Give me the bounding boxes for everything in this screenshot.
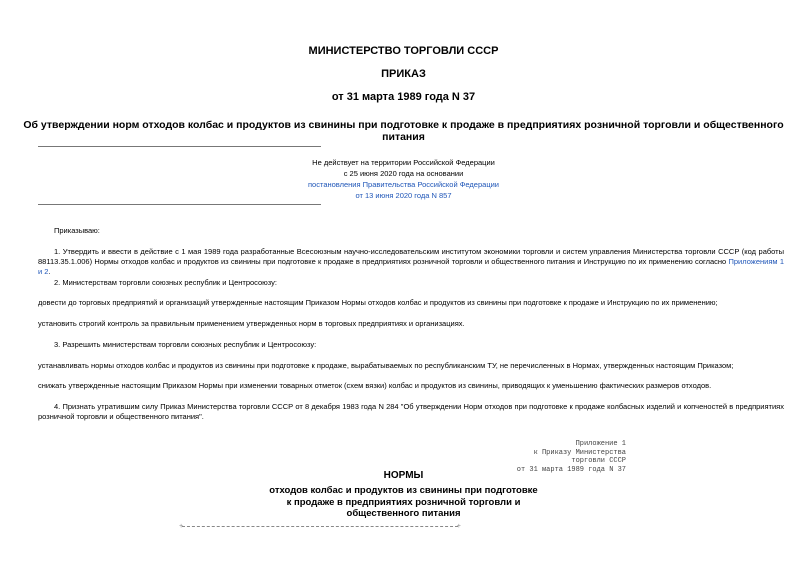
paragraph-3a: устанавливать нормы отходов колбас и продуктов из свинины при подготовке к продаже, вырабатываемых по республиканским ТУ, не перечисленных в Нормах, утвержденных настоящим Приказом; — [38, 361, 734, 370]
norms-subtitle-line-1: отходов колбас и продуктов из свинины при подготовке — [269, 485, 538, 496]
table-top-border — [179, 523, 461, 531]
appendix-link[interactable]: Приложениям 1 и 2 — [38, 257, 784, 276]
table-corner-left: + — [179, 523, 184, 531]
norms-subtitle-line-2: к продаже в предприятиях розничной торговли и — [286, 496, 521, 508]
paragraph-1-end: . — [48, 267, 51, 276]
document-title: Об утверждении норм отходов колбас и продуктов из свинины при подготовке к продаже в предприятиях розничной торговли и общественного питания — [23, 119, 784, 143]
paragraph-2a: довести до торговых предприятий и организаций утвержденные настоящим Приказом Нормы отходов колбас и продуктов из свинины при подготовке к продаже и Инструкцию по их применению; — [38, 298, 718, 307]
paragraph-2b: установить строгий контроль за правильным применением утвержденных норм в торговых предприятиях и организациях. — [38, 319, 465, 328]
paragraph-3b: снижать утвержденные настоящим Приказом Нормы при изменении товарных отметок (схем вязки) колбас и продуктов из свинины, приводящих к уменьшению фактических размеров отходов. — [38, 381, 712, 390]
paragraph-4: 4. Признать утратившим силу Приказ Министерства торговли СССР от 8 декабря 1983 года N 284 "Об утверждении Норм отходов при подготовке к продаже колбасных изделий и копченостей в предприятиях розничной торговли и общественного питания". — [38, 402, 784, 421]
document-type: ПРИКАЗ — [381, 68, 426, 80]
notice-line-2: с 25 июня 2020 года на основании — [343, 169, 464, 178]
ministry-heading: МИНИСТЕРСТВО ТОРГОВЛИ СССР — [308, 45, 499, 57]
paragraph-1-text: 1. Утвердить и ввести в действие с 1 мая 1989 года разработанные Всесоюзным научно-исследовательским институтом экономики торговли и систем управления Министерства торговли СССР (код работы 88113.35.1.006) Нормы отходов колбас и продуктов из свинины при подготовке к продаже в предприятиях розничной торговли и общественного питания и Инструкцию по их применению согласно — [38, 247, 784, 266]
appendix-line-2: к Приказу Министерства — [533, 448, 626, 457]
norms-subtitle — [0, 485, 807, 520]
appendix-line-1: Приложение 1 — [575, 440, 626, 448]
notice-link-date[interactable]: от 13 июня 2020 года N 857 — [355, 191, 452, 200]
notice-line-1: Не действует на территории Российской Федерации — [312, 158, 495, 167]
paragraph-1 — [38, 247, 784, 277]
table-corner-right: + — [456, 523, 461, 531]
status-notice — [300, 157, 507, 201]
appendix-line-4: от 31 марта 1989 года N 37 — [516, 465, 626, 474]
divider-top — [38, 146, 321, 147]
norms-subtitle-line-3: общественного питания — [346, 508, 461, 519]
paragraph-3: 3. Разрешить министерствам торговли союзных республик и Центросоюзу: — [54, 340, 317, 349]
appendix-line-3: торговли СССР — [571, 457, 626, 465]
divider-bottom — [38, 204, 321, 205]
notice-link-decree[interactable]: постановления Правительства Российской Федерации — [307, 180, 499, 189]
appendix-reference — [480, 440, 626, 474]
paragraph-2: 2. Министерствам торговли союзных республик и Центросоюзу: — [54, 278, 277, 287]
norms-heading: НОРМЫ — [383, 470, 424, 481]
order-word: Приказываю: — [54, 226, 100, 235]
document-date-number: от 31 марта 1989 года N 37 — [331, 91, 476, 103]
